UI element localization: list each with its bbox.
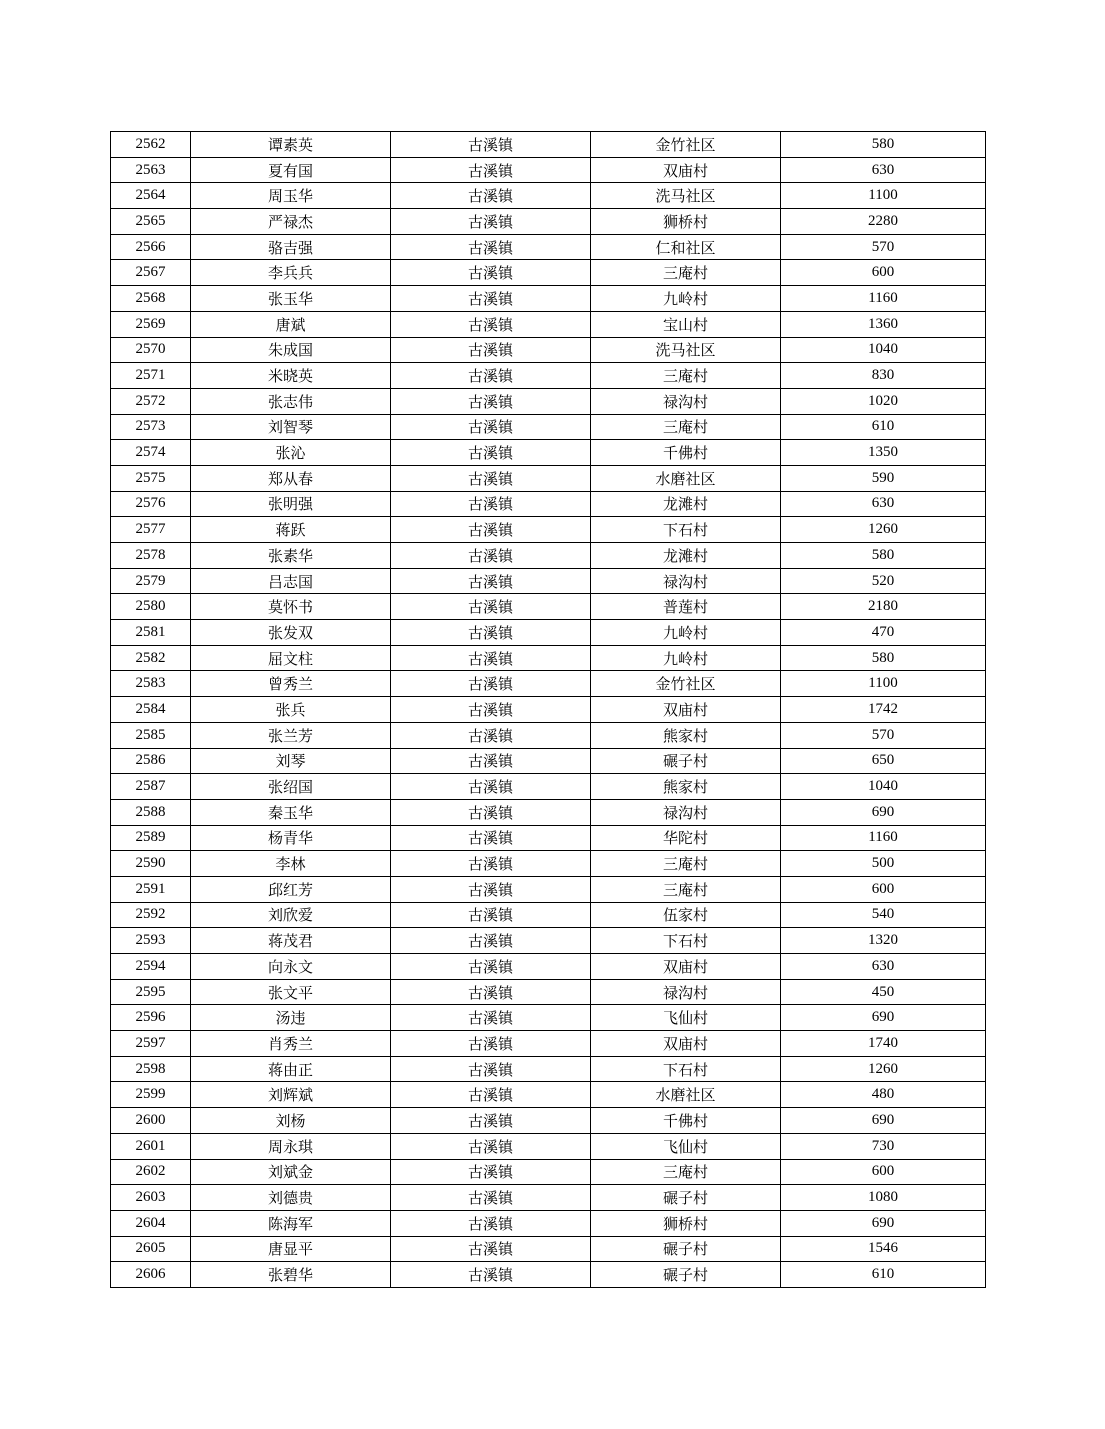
table-row xyxy=(111,1108,986,1134)
table-cell-amount: 1160 xyxy=(781,286,986,312)
table-row xyxy=(111,620,986,646)
table-row xyxy=(111,1082,986,1108)
table-cell-name: 米晓英 xyxy=(191,363,391,389)
table-cell-village: 三庵村 xyxy=(591,414,781,440)
table-row xyxy=(111,517,986,543)
table-cell-id: 2595 xyxy=(111,979,191,1005)
table-row xyxy=(111,1005,986,1031)
table-cell-town: 古溪镇 xyxy=(391,388,591,414)
table-cell-name: 莫怀书 xyxy=(191,594,391,620)
table-cell-village: 双庙村 xyxy=(591,1031,781,1057)
table-cell-name: 汤违 xyxy=(191,1005,391,1031)
table-cell-town: 古溪镇 xyxy=(391,543,591,569)
table-cell-amount: 540 xyxy=(781,902,986,928)
table-row xyxy=(111,234,986,260)
table-cell-name: 向永文 xyxy=(191,954,391,980)
table-cell-amount: 1160 xyxy=(781,825,986,851)
table-cell-name: 邱红芳 xyxy=(191,876,391,902)
table-cell-amount: 1040 xyxy=(781,337,986,363)
table-cell-town: 古溪镇 xyxy=(391,722,591,748)
table-cell-town: 古溪镇 xyxy=(391,1082,591,1108)
table-cell-id: 2584 xyxy=(111,697,191,723)
table-cell-id: 2567 xyxy=(111,260,191,286)
table-cell-town: 古溪镇 xyxy=(391,311,591,337)
table-cell-name: 张发双 xyxy=(191,620,391,646)
table-cell-name: 张绍国 xyxy=(191,774,391,800)
table-row xyxy=(111,286,986,312)
table-cell-id: 2598 xyxy=(111,1056,191,1082)
table-cell-name: 张碧华 xyxy=(191,1262,391,1288)
table-row xyxy=(111,132,986,158)
table-cell-id: 2594 xyxy=(111,954,191,980)
table-cell-name: 刘辉斌 xyxy=(191,1082,391,1108)
table-cell-id: 2599 xyxy=(111,1082,191,1108)
table-cell-village: 碾子村 xyxy=(591,748,781,774)
table-cell-town: 古溪镇 xyxy=(391,157,591,183)
table-cell-id: 2580 xyxy=(111,594,191,620)
table-cell-name: 郑从春 xyxy=(191,465,391,491)
table-cell-name: 张明强 xyxy=(191,491,391,517)
table-row xyxy=(111,1159,986,1185)
table-cell-id: 2581 xyxy=(111,620,191,646)
table-cell-town: 古溪镇 xyxy=(391,363,591,389)
roster-table-body xyxy=(111,132,986,1288)
table-cell-town: 古溪镇 xyxy=(391,799,591,825)
table-row xyxy=(111,1236,986,1262)
table-cell-amount: 2180 xyxy=(781,594,986,620)
table-cell-village: 三庵村 xyxy=(591,876,781,902)
table-cell-id: 2602 xyxy=(111,1159,191,1185)
table-row xyxy=(111,1210,986,1236)
table-row xyxy=(111,157,986,183)
table-row xyxy=(111,388,986,414)
table-cell-town: 古溪镇 xyxy=(391,286,591,312)
table-row xyxy=(111,260,986,286)
table-cell-village: 禄沟村 xyxy=(591,979,781,1005)
table-cell-name: 李林 xyxy=(191,851,391,877)
table-cell-town: 古溪镇 xyxy=(391,1159,591,1185)
table-cell-amount: 600 xyxy=(781,876,986,902)
table-cell-name: 张素华 xyxy=(191,543,391,569)
table-cell-amount: 1740 xyxy=(781,1031,986,1057)
table-row xyxy=(111,440,986,466)
table-cell-name: 陈海军 xyxy=(191,1210,391,1236)
table-cell-id: 2578 xyxy=(111,543,191,569)
table-cell-id: 2583 xyxy=(111,671,191,697)
table-cell-name: 刘琴 xyxy=(191,748,391,774)
table-cell-village: 水磨社区 xyxy=(591,1082,781,1108)
table-cell-id: 2585 xyxy=(111,722,191,748)
table-cell-town: 古溪镇 xyxy=(391,183,591,209)
table-cell-name: 唐显平 xyxy=(191,1236,391,1262)
table-cell-town: 古溪镇 xyxy=(391,748,591,774)
table-row xyxy=(111,902,986,928)
table-cell-town: 古溪镇 xyxy=(391,234,591,260)
table-cell-town: 古溪镇 xyxy=(391,1056,591,1082)
table-cell-village: 华陀村 xyxy=(591,825,781,851)
table-cell-town: 古溪镇 xyxy=(391,1236,591,1262)
table-cell-amount: 1742 xyxy=(781,697,986,723)
table-cell-village: 狮桥村 xyxy=(591,1210,781,1236)
table-cell-village: 狮桥村 xyxy=(591,209,781,235)
table-cell-town: 古溪镇 xyxy=(391,517,591,543)
table-cell-id: 2579 xyxy=(111,568,191,594)
table-cell-amount: 580 xyxy=(781,645,986,671)
table-cell-village: 双庙村 xyxy=(591,157,781,183)
table-cell-amount: 580 xyxy=(781,543,986,569)
table-row xyxy=(111,851,986,877)
table-cell-amount: 610 xyxy=(781,414,986,440)
table-cell-amount: 1100 xyxy=(781,183,986,209)
table-cell-amount: 630 xyxy=(781,954,986,980)
table-cell-id: 2603 xyxy=(111,1185,191,1211)
table-cell-name: 肖秀兰 xyxy=(191,1031,391,1057)
table-row xyxy=(111,311,986,337)
table-cell-amount: 470 xyxy=(781,620,986,646)
table-cell-town: 古溪镇 xyxy=(391,928,591,954)
table-cell-village: 双庙村 xyxy=(591,954,781,980)
table-cell-id: 2596 xyxy=(111,1005,191,1031)
table-cell-id: 2582 xyxy=(111,645,191,671)
table-row xyxy=(111,337,986,363)
table-cell-id: 2577 xyxy=(111,517,191,543)
table-cell-id: 2571 xyxy=(111,363,191,389)
table-cell-town: 古溪镇 xyxy=(391,979,591,1005)
table-cell-name: 朱成国 xyxy=(191,337,391,363)
table-row xyxy=(111,1031,986,1057)
table-cell-village: 下石村 xyxy=(591,1056,781,1082)
table-row xyxy=(111,645,986,671)
table-row xyxy=(111,671,986,697)
table-cell-name: 张兰芳 xyxy=(191,722,391,748)
table-cell-town: 古溪镇 xyxy=(391,414,591,440)
table-cell-village: 洗马社区 xyxy=(591,337,781,363)
table-cell-name: 刘斌金 xyxy=(191,1159,391,1185)
table-cell-town: 古溪镇 xyxy=(391,465,591,491)
table-cell-id: 2587 xyxy=(111,774,191,800)
table-cell-amount: 690 xyxy=(781,1210,986,1236)
table-cell-amount: 1020 xyxy=(781,388,986,414)
table-cell-village: 龙滩村 xyxy=(591,543,781,569)
table-cell-village: 洗马社区 xyxy=(591,183,781,209)
table-cell-amount: 480 xyxy=(781,1082,986,1108)
table-cell-name: 吕志国 xyxy=(191,568,391,594)
table-cell-id: 2572 xyxy=(111,388,191,414)
table-cell-amount: 690 xyxy=(781,799,986,825)
table-cell-village: 三庵村 xyxy=(591,260,781,286)
table-cell-village: 千佛村 xyxy=(591,1108,781,1134)
table-cell-id: 2597 xyxy=(111,1031,191,1057)
table-cell-village: 飞仙村 xyxy=(591,1133,781,1159)
table-cell-village: 千佛村 xyxy=(591,440,781,466)
table-row xyxy=(111,748,986,774)
table-row xyxy=(111,465,986,491)
table-cell-id: 2563 xyxy=(111,157,191,183)
table-cell-town: 古溪镇 xyxy=(391,851,591,877)
table-cell-name: 刘智琴 xyxy=(191,414,391,440)
table-cell-name: 曾秀兰 xyxy=(191,671,391,697)
table-cell-amount: 520 xyxy=(781,568,986,594)
table-cell-town: 古溪镇 xyxy=(391,1031,591,1057)
table-row xyxy=(111,722,986,748)
table-cell-id: 2588 xyxy=(111,799,191,825)
table-cell-town: 古溪镇 xyxy=(391,774,591,800)
table-cell-id: 2589 xyxy=(111,825,191,851)
table-cell-id: 2606 xyxy=(111,1262,191,1288)
table-cell-id: 2570 xyxy=(111,337,191,363)
table-cell-amount: 610 xyxy=(781,1262,986,1288)
table-cell-town: 古溪镇 xyxy=(391,260,591,286)
table-cell-name: 秦玉华 xyxy=(191,799,391,825)
table-cell-town: 古溪镇 xyxy=(391,594,591,620)
table-cell-amount: 630 xyxy=(781,491,986,517)
table-row xyxy=(111,363,986,389)
table-row xyxy=(111,491,986,517)
table-cell-id: 2604 xyxy=(111,1210,191,1236)
table-cell-town: 古溪镇 xyxy=(391,1108,591,1134)
table-row xyxy=(111,183,986,209)
table-cell-village: 仁和社区 xyxy=(591,234,781,260)
table-cell-amount: 1100 xyxy=(781,671,986,697)
table-cell-town: 古溪镇 xyxy=(391,568,591,594)
table-cell-town: 古溪镇 xyxy=(391,876,591,902)
table-cell-name: 周玉华 xyxy=(191,183,391,209)
table-cell-village: 双庙村 xyxy=(591,697,781,723)
table-cell-name: 张沁 xyxy=(191,440,391,466)
table-cell-town: 古溪镇 xyxy=(391,1210,591,1236)
table-row xyxy=(111,1133,986,1159)
table-cell-id: 2600 xyxy=(111,1108,191,1134)
table-cell-name: 屈文柱 xyxy=(191,645,391,671)
table-cell-amount: 1260 xyxy=(781,1056,986,1082)
table-row xyxy=(111,543,986,569)
table-cell-name: 张兵 xyxy=(191,697,391,723)
table-cell-amount: 580 xyxy=(781,132,986,158)
table-cell-amount: 630 xyxy=(781,157,986,183)
table-cell-id: 2565 xyxy=(111,209,191,235)
table-cell-town: 古溪镇 xyxy=(391,671,591,697)
table-cell-name: 严禄杰 xyxy=(191,209,391,235)
table-cell-town: 古溪镇 xyxy=(391,1262,591,1288)
table-cell-town: 古溪镇 xyxy=(391,337,591,363)
table-cell-town: 古溪镇 xyxy=(391,1005,591,1031)
table-cell-name: 刘欣爱 xyxy=(191,902,391,928)
table-cell-name: 夏有国 xyxy=(191,157,391,183)
table-cell-amount: 2280 xyxy=(781,209,986,235)
table-cell-town: 古溪镇 xyxy=(391,132,591,158)
table-cell-name: 刘德贵 xyxy=(191,1185,391,1211)
table-cell-id: 2601 xyxy=(111,1133,191,1159)
table-cell-amount: 730 xyxy=(781,1133,986,1159)
table-cell-id: 2574 xyxy=(111,440,191,466)
table-cell-village: 九岭村 xyxy=(591,620,781,646)
table-cell-name: 杨青华 xyxy=(191,825,391,851)
table-cell-amount: 1320 xyxy=(781,928,986,954)
table-cell-village: 碾子村 xyxy=(591,1185,781,1211)
table-cell-amount: 600 xyxy=(781,260,986,286)
table-cell-town: 古溪镇 xyxy=(391,825,591,851)
table-row xyxy=(111,1056,986,1082)
table-cell-village: 碾子村 xyxy=(591,1236,781,1262)
table-cell-village: 碾子村 xyxy=(591,1262,781,1288)
table-cell-name: 骆吉强 xyxy=(191,234,391,260)
table-cell-name: 张文平 xyxy=(191,979,391,1005)
table-cell-village: 水磨社区 xyxy=(591,465,781,491)
table-cell-village: 熊家村 xyxy=(591,722,781,748)
table-cell-id: 2573 xyxy=(111,414,191,440)
table-cell-village: 下石村 xyxy=(591,928,781,954)
table-cell-id: 2590 xyxy=(111,851,191,877)
table-cell-name: 张玉华 xyxy=(191,286,391,312)
table-cell-amount: 1360 xyxy=(781,311,986,337)
table-cell-village: 金竹社区 xyxy=(591,671,781,697)
table-cell-amount: 570 xyxy=(781,234,986,260)
table-cell-name: 谭素英 xyxy=(191,132,391,158)
table-cell-amount: 690 xyxy=(781,1108,986,1134)
table-row xyxy=(111,414,986,440)
table-cell-town: 古溪镇 xyxy=(391,902,591,928)
table-cell-village: 九岭村 xyxy=(591,645,781,671)
table-cell-town: 古溪镇 xyxy=(391,620,591,646)
table-cell-id: 2575 xyxy=(111,465,191,491)
table-row xyxy=(111,1262,986,1288)
table-cell-amount: 500 xyxy=(781,851,986,877)
table-cell-village: 三庵村 xyxy=(591,851,781,877)
table-row xyxy=(111,209,986,235)
table-row xyxy=(111,774,986,800)
table-row xyxy=(111,979,986,1005)
table-cell-town: 古溪镇 xyxy=(391,491,591,517)
table-cell-id: 2576 xyxy=(111,491,191,517)
table-cell-village: 普莲村 xyxy=(591,594,781,620)
table-cell-id: 2592 xyxy=(111,902,191,928)
table-cell-village: 下石村 xyxy=(591,517,781,543)
table-cell-village: 飞仙村 xyxy=(591,1005,781,1031)
table-row xyxy=(111,825,986,851)
table-cell-name: 蒋跃 xyxy=(191,517,391,543)
table-cell-id: 2568 xyxy=(111,286,191,312)
table-cell-id: 2569 xyxy=(111,311,191,337)
table-cell-village: 伍家村 xyxy=(591,902,781,928)
table-cell-village: 三庵村 xyxy=(591,1159,781,1185)
table-cell-amount: 1350 xyxy=(781,440,986,466)
table-cell-amount: 450 xyxy=(781,979,986,1005)
table-cell-village: 龙滩村 xyxy=(591,491,781,517)
table-cell-id: 2591 xyxy=(111,876,191,902)
table-cell-village: 禄沟村 xyxy=(591,799,781,825)
table-row xyxy=(111,799,986,825)
table-cell-village: 九岭村 xyxy=(591,286,781,312)
table-cell-town: 古溪镇 xyxy=(391,1185,591,1211)
table-row xyxy=(111,876,986,902)
table-cell-name: 周永琪 xyxy=(191,1133,391,1159)
table-cell-name: 蒋由正 xyxy=(191,1056,391,1082)
table-cell-name: 蒋茂君 xyxy=(191,928,391,954)
table-cell-town: 古溪镇 xyxy=(391,1133,591,1159)
table-row xyxy=(111,568,986,594)
table-cell-amount: 570 xyxy=(781,722,986,748)
table-cell-amount: 1260 xyxy=(781,517,986,543)
table-cell-town: 古溪镇 xyxy=(391,440,591,466)
table-cell-amount: 600 xyxy=(781,1159,986,1185)
table-row xyxy=(111,928,986,954)
table-cell-village: 宝山村 xyxy=(591,311,781,337)
table-cell-name: 刘杨 xyxy=(191,1108,391,1134)
table-row xyxy=(111,594,986,620)
table-cell-id: 2562 xyxy=(111,132,191,158)
table-cell-amount: 1040 xyxy=(781,774,986,800)
table-cell-amount: 1080 xyxy=(781,1185,986,1211)
table-cell-id: 2564 xyxy=(111,183,191,209)
table-cell-amount: 830 xyxy=(781,363,986,389)
table-cell-id: 2566 xyxy=(111,234,191,260)
table-cell-town: 古溪镇 xyxy=(391,209,591,235)
table-row xyxy=(111,697,986,723)
table-cell-amount: 690 xyxy=(781,1005,986,1031)
table-cell-amount: 650 xyxy=(781,748,986,774)
table-cell-village: 金竹社区 xyxy=(591,132,781,158)
table-cell-village: 禄沟村 xyxy=(591,388,781,414)
table-cell-name: 李兵兵 xyxy=(191,260,391,286)
table-cell-town: 古溪镇 xyxy=(391,645,591,671)
table-cell-town: 古溪镇 xyxy=(391,697,591,723)
table-cell-village: 熊家村 xyxy=(591,774,781,800)
table-cell-id: 2605 xyxy=(111,1236,191,1262)
table-cell-village: 禄沟村 xyxy=(591,568,781,594)
table-cell-amount: 590 xyxy=(781,465,986,491)
table-cell-id: 2593 xyxy=(111,928,191,954)
table-cell-name: 唐斌 xyxy=(191,311,391,337)
table-cell-id: 2586 xyxy=(111,748,191,774)
table-cell-village: 三庵村 xyxy=(591,363,781,389)
table-row xyxy=(111,1185,986,1211)
table-cell-amount: 1546 xyxy=(781,1236,986,1262)
table-row xyxy=(111,954,986,980)
table-cell-name: 张志伟 xyxy=(191,388,391,414)
roster-table xyxy=(110,131,986,1288)
table-cell-town: 古溪镇 xyxy=(391,954,591,980)
